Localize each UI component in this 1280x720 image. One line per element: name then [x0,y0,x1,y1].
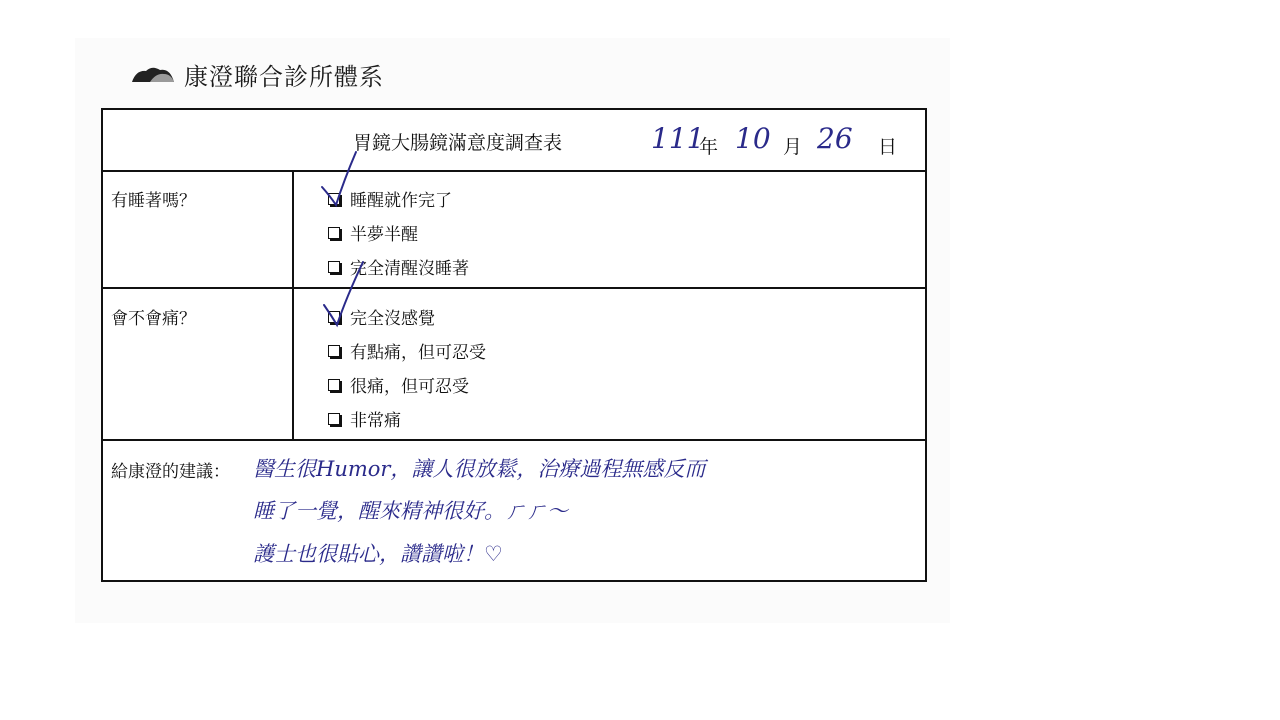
checkbox[interactable] [328,261,340,273]
checkbox[interactable] [328,193,340,205]
divider [103,439,925,441]
checkbox[interactable] [328,227,340,239]
month-label: 月 [783,136,803,158]
option-label: 很痛，但可忍受 [350,377,469,397]
option-label: 睡醒就作完了 [350,191,452,211]
option-label: 有點痛，但可忍受 [350,343,486,363]
year-value: 111 [651,122,705,155]
title-row [103,110,925,170]
column-divider [292,170,294,440]
month-value: 10 [735,122,771,155]
option-pain-1[interactable] [328,304,435,329]
checkbox[interactable] [328,345,340,357]
divider [103,287,925,289]
clinic-name: 康澄聯合診所體系 [184,62,384,91]
option-label: 完全清醒沒睡著 [350,259,469,279]
option-sleep-3[interactable] [328,254,469,279]
suggestion-line: 睡了一覺，醒來精神很好。ㄏㄏ～ [253,499,568,523]
option-pain-2[interactable] [328,338,486,363]
divider [103,170,925,172]
option-pain-3[interactable] [328,372,469,397]
suggestion-label: 給康澄的建議： [111,462,230,482]
option-label: 完全沒感覺 [350,309,435,329]
form-title: 胃鏡大腸鏡滿意度調查表 [353,132,563,154]
option-pain-4[interactable] [328,406,401,431]
option-sleep-1[interactable] [328,186,452,211]
day-value: 26 [817,122,853,155]
suggestion-line: 護士也很貼心，讚讚啦！♡ [253,542,503,566]
survey-form [101,108,927,582]
suggestion-line: 醫生很Humor，讓人很放鬆，治療過程無感反而 [253,457,706,481]
checkbox[interactable] [328,413,340,425]
checkbox[interactable] [328,379,340,391]
cloud-logo-icon [130,64,176,84]
option-sleep-2[interactable] [328,220,418,245]
question-pain: 會不會痛？ [111,309,196,329]
option-label: 半夢半醒 [350,225,418,245]
checkbox[interactable] [328,311,340,323]
clinic-logo [130,60,384,91]
year-label: 年 [699,136,719,158]
question-sleep: 有睡著嗎？ [111,191,196,211]
option-label: 非常痛 [350,411,401,431]
day-label: 日 [878,136,898,158]
